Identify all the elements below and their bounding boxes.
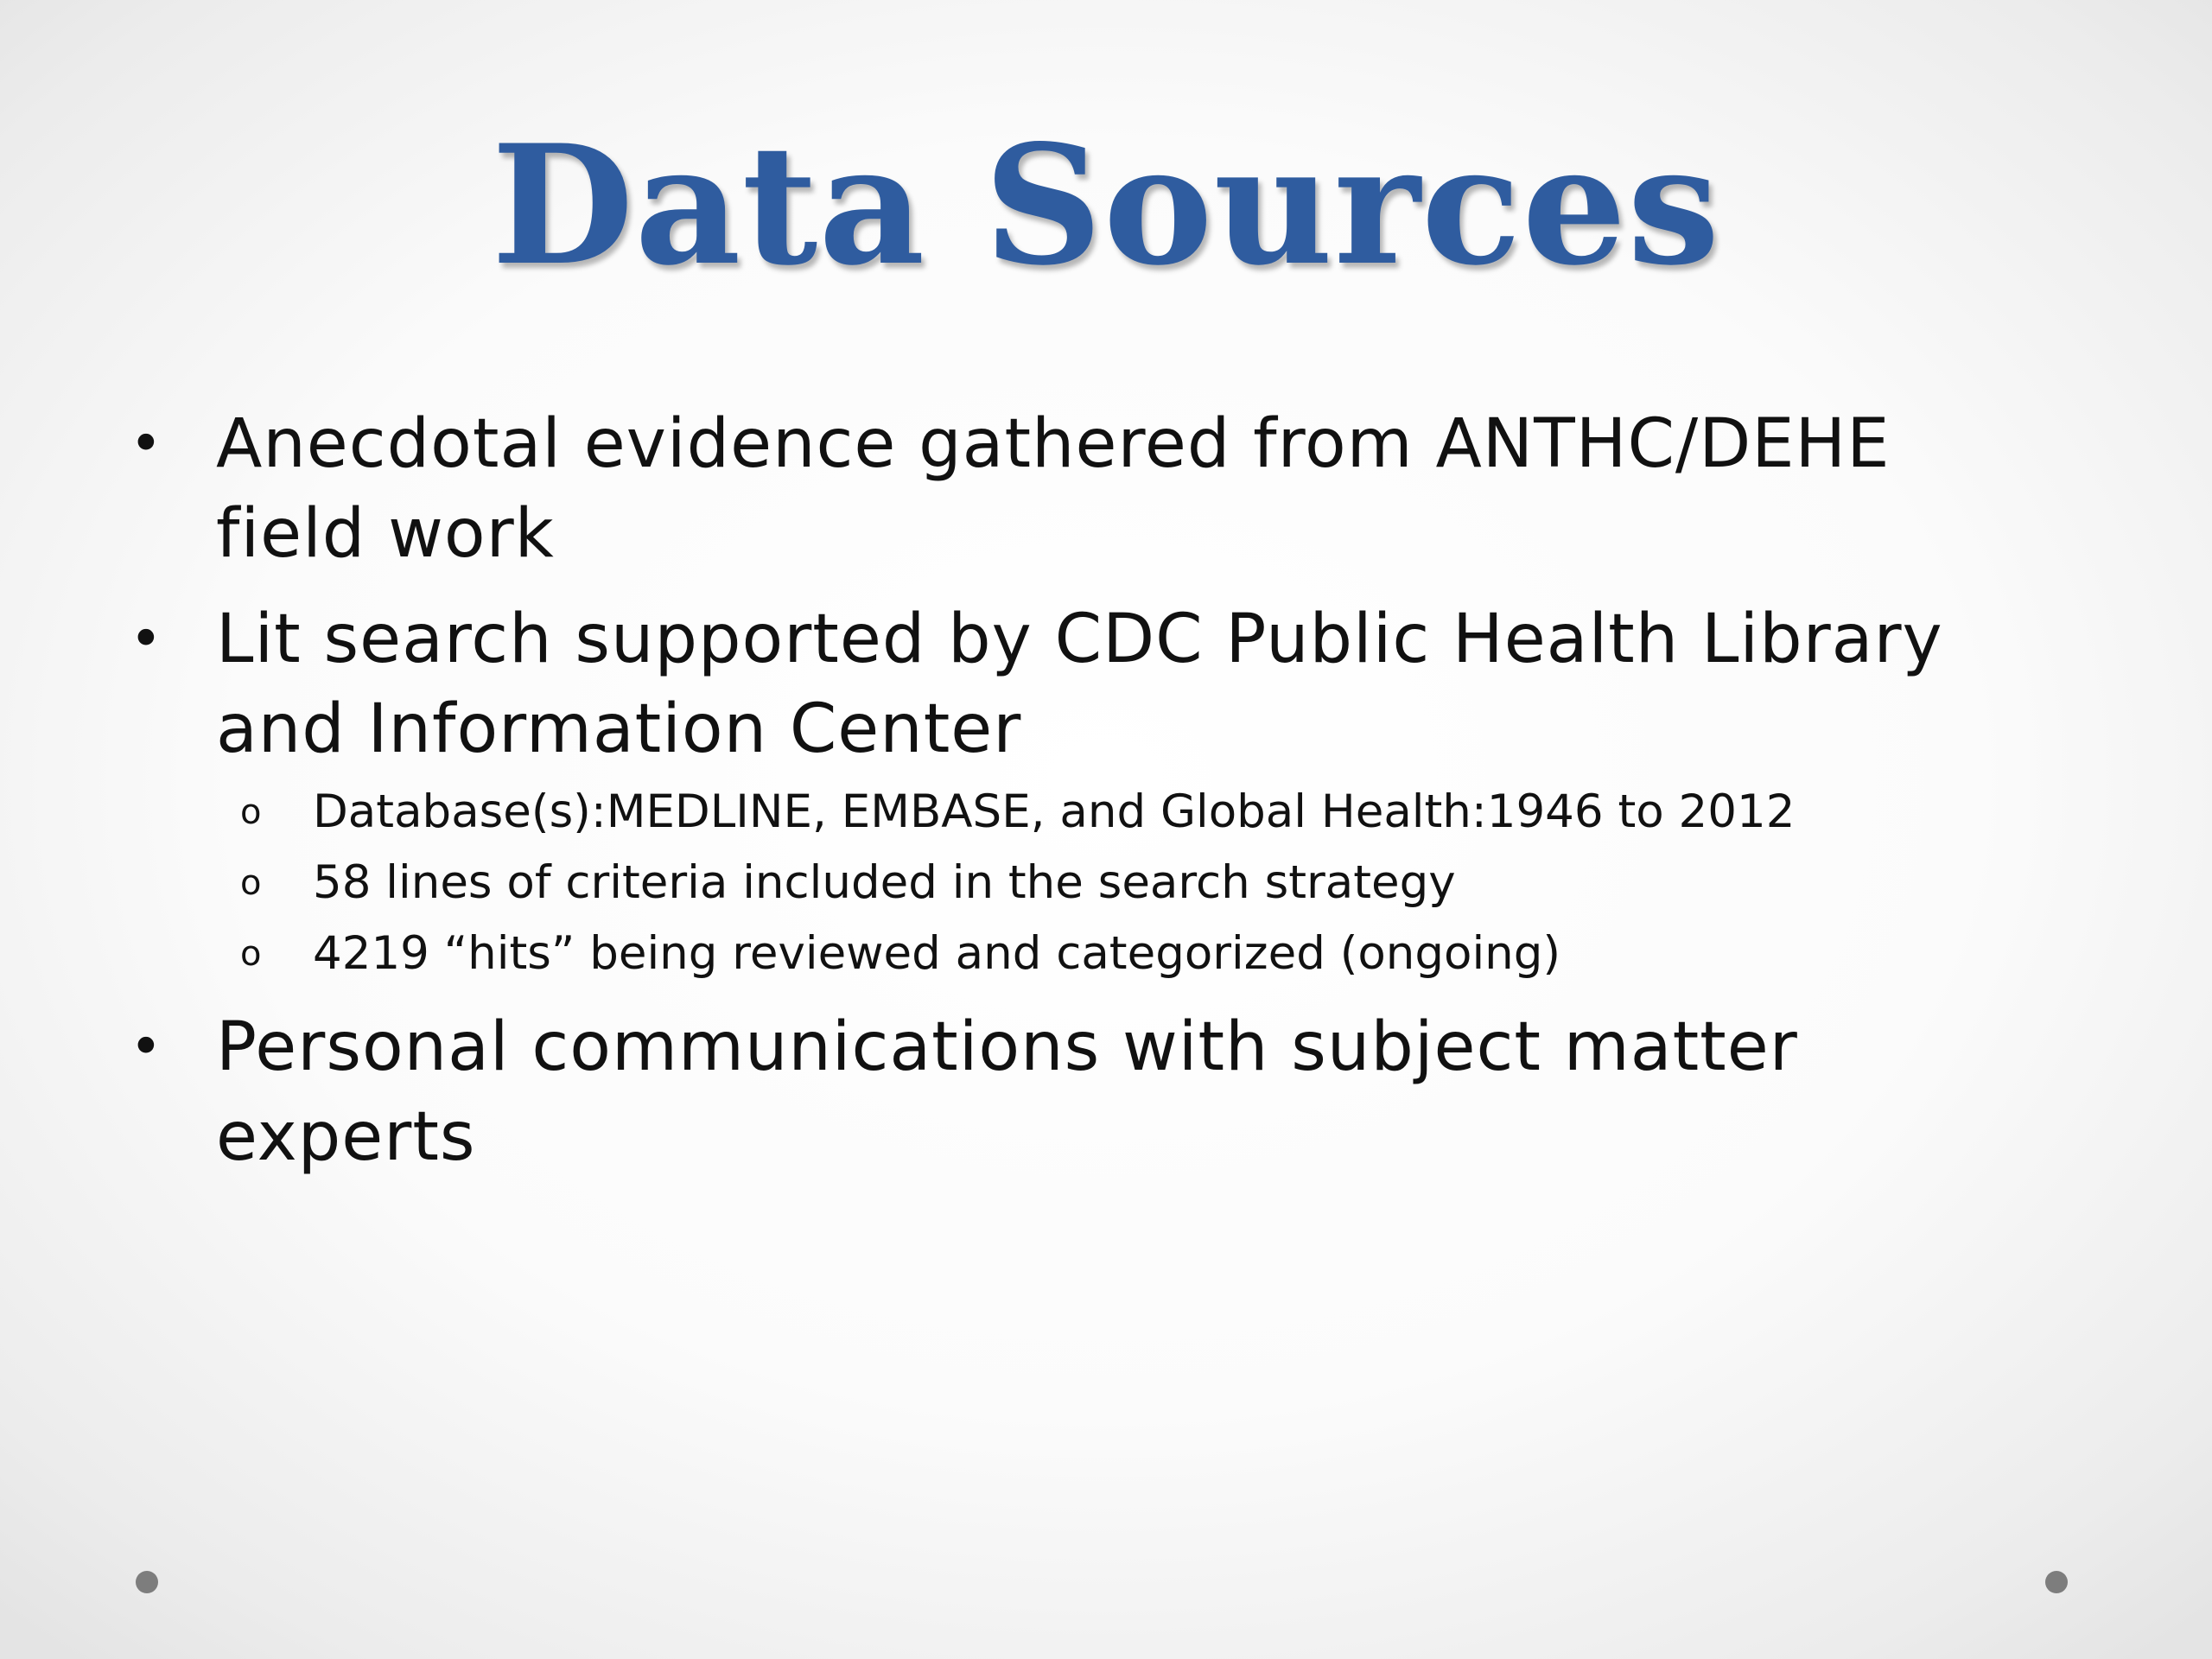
sub-item-text: Database(s):MEDLINE, EMBASE, and Global Health:1946 to 2012	[313, 785, 1796, 838]
bullet-text	[216, 1002, 2117, 1182]
bullet-line: Personal communications with subject matter	[216, 1008, 1798, 1086]
corner-dot-left	[136, 1571, 158, 1593]
bullet-marker: •	[130, 1015, 162, 1079]
bullet-text	[216, 594, 2117, 774]
bullet-line: Lit search supported by CDC Public Health Library	[216, 601, 1943, 678]
sub-item-text: 58 lines of criteria included in the search strategy	[313, 856, 1456, 909]
slide-title: Data Sources	[491, 109, 1721, 302]
bullet-line: experts	[216, 1098, 476, 1176]
sub-bullet-marker: o	[240, 863, 262, 903]
bullet-line: and Information Center	[216, 690, 1022, 768]
sub-bullet-marker: o	[240, 792, 262, 832]
corner-dot-right	[2045, 1571, 2068, 1593]
bullet-line: field work	[216, 495, 555, 573]
bullet-marker: •	[130, 607, 162, 671]
sub-item-text: 4219 “hits” being reviewed and categorized (ongoing)	[313, 927, 1561, 980]
bullet-marker: •	[130, 412, 162, 476]
bullet-line: Anecdotal evidence gathered from ANTHC/DEHE	[216, 405, 1891, 483]
sub-bullet-marker: o	[240, 934, 262, 974]
bullet-text	[216, 399, 2117, 579]
